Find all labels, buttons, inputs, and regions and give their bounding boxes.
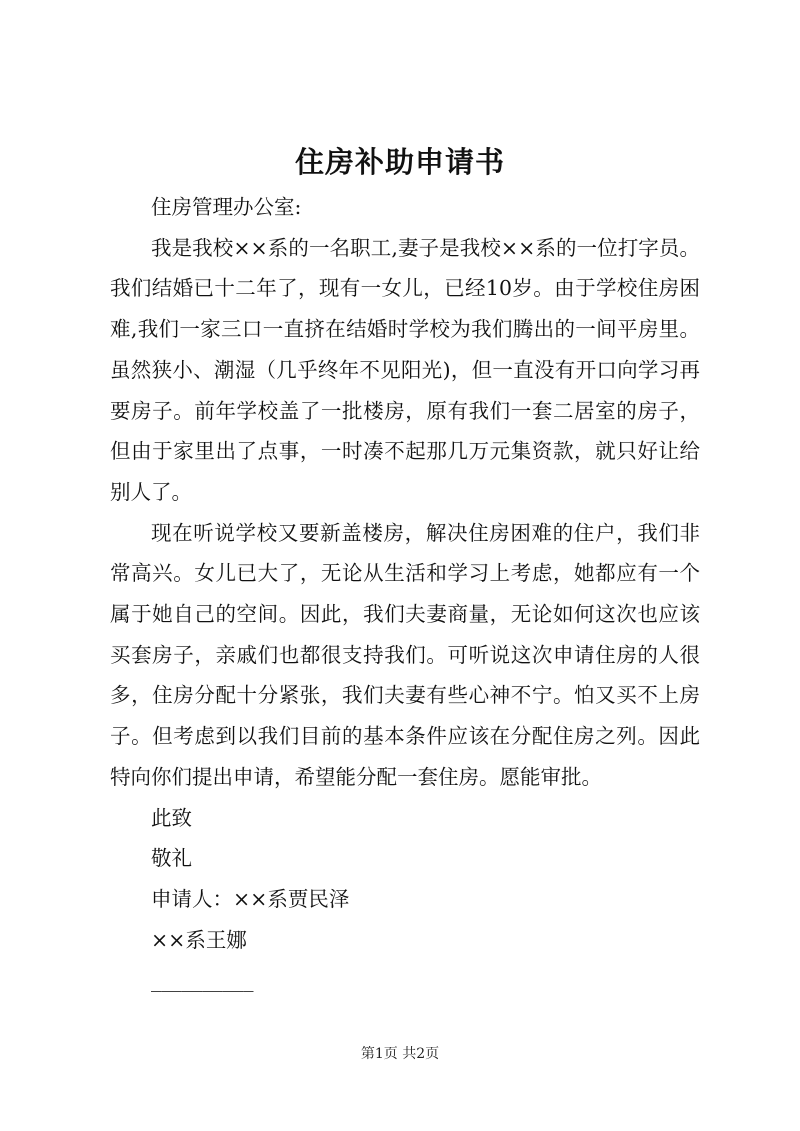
applicant-line-2: ××系王娜 xyxy=(151,927,247,952)
signature-line: __________ xyxy=(151,968,254,993)
applicant-line-1: 申请人：××系贾民泽 xyxy=(151,886,350,911)
closing-regards: 敬礼 xyxy=(151,846,192,871)
paragraph-2: 现在听说学校又要新盖楼房，解决住房困难的住户，我们非常高兴。女儿已大了，无论从生活和学习上考虑，她都应有一个属于她自己的空间。因此，我们夫妻商量，无论如何这次也应该买套房子，亲戚们也都很支持我们。可听说这次申请住房的人很多，住房分配十分紧张，我们夫妻有些心神不宁。怕又买不上房子。但考虑到以我们目前的基本条件应该在分配住房之列。因此特向你们提出申请，希望能分配一套住房。愿能审批。 xyxy=(110,520,700,789)
document-title: 住房补助申请书 xyxy=(294,145,505,179)
paragraph-1: 我是我校××系的一名职工,妻子是我校××系的一位打字员。我们结婚已十二年了，现有一女儿，已经10岁。由于学校住房困难,我们一家三口一直挤在结婚时学校为我们腾出的一间平房里。虽然狭小、潮湿（几乎终年不见阳光)，但一直没有开口向学习再要房子。前年学校盖了一批楼房，原有我们一套二居室的房子，但由于家里出了点事，一时凑不起那几万元集资款，就只好让给别人了。 xyxy=(110,235,700,504)
letter-body xyxy=(110,187,700,1001)
closing-salutation: 此致 xyxy=(151,805,192,830)
page-number: 第1页 共2页 xyxy=(360,1046,440,1062)
addressee: 住房管理办公室: xyxy=(151,195,302,219)
